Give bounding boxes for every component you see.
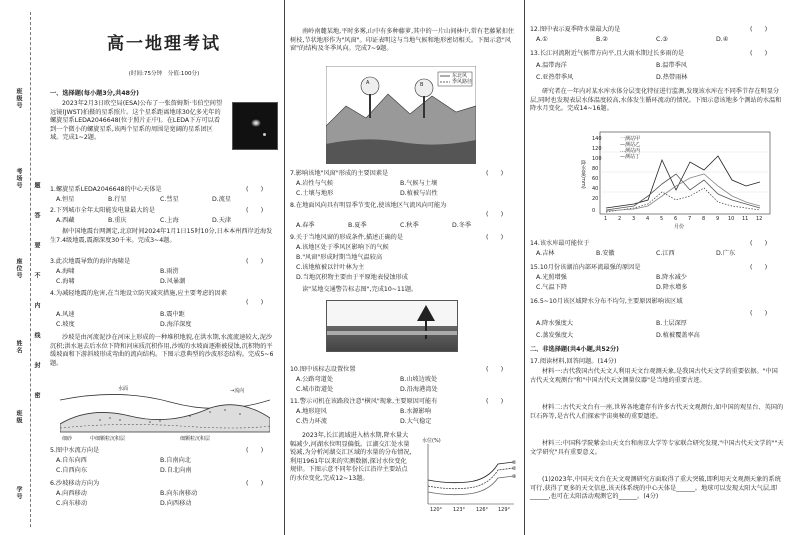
intro-paragraph: 2023年2月3日欧空局(ESA)公布了一张詹姆斯·韦伯空间望远镜(JWST)拍摄的星系照片。这个星系距离地球30亿多光年的螺旋星系LEDA2046648(位于照片正中)。在LEDA下方可以看到一个微小的螺旋星系,该两个星系的周围是宽阔的星系团区域。完成1~2题。 xyxy=(50,100,223,142)
option: A.① xyxy=(536,36,548,43)
exam-subtitle: (时间:75分钟 分值:100分) xyxy=(128,71,200,77)
material-1: 材料一:古代我国古代天文人利用天文台观测天象,是我国古代天文学的重要依据。"中国古代天文观测台"和"中国古代天文测量仪器"是当地的重要古迹。 xyxy=(530,368,778,384)
sidebar-label-room-no: 考场号 xyxy=(15,168,22,189)
question-10: 10.图中该标志设置位置 xyxy=(290,366,356,373)
fig3-xtick: 126° xyxy=(476,507,489,513)
fig4-ytick: 60 xyxy=(592,176,599,182)
series-line-2 xyxy=(428,466,517,489)
question-17: 17.阅读材料,回答问题。(14分) xyxy=(530,358,617,365)
answer-bracket: ( ) xyxy=(486,170,504,177)
warning-sign-triangle xyxy=(417,305,435,321)
fig4-xtick: 11 xyxy=(742,216,749,222)
option: C.秋季 xyxy=(400,222,419,229)
seal-char: 内 xyxy=(33,302,40,308)
question-17-1: (1)2023年,中国天文台在天文观测研究方面取得了重大突破,即利用天文观测天象的系统可行,获得了更多的天文信息,该天体系统的中心天体是______。地球可以发现太阳大气层,即______,也可在太阳活动观测它的______。(4分) xyxy=(530,476,781,501)
fig4-legend: …测站丙 xyxy=(620,148,641,154)
sign-pole xyxy=(425,321,427,339)
option: A.向西移动 xyxy=(56,490,87,497)
tree-trunk-b xyxy=(423,96,425,118)
intro-paragraph: 读"某地交通警告标志图",完成10~11题。 xyxy=(302,286,418,293)
column-divider xyxy=(284,0,285,535)
question-12: 12.图中表示夏季降水量最大的是 xyxy=(530,26,621,33)
question-13: 13.长江河流附近气候带方向平,且大雨水期过长多雨的是 xyxy=(530,50,685,57)
question-7: 7.影响该地"风窗"形成的主要因素是 xyxy=(290,170,389,177)
option: D.④ xyxy=(716,36,729,43)
fig4-xtick: 6 xyxy=(674,216,678,222)
answer-bracket: ( ) xyxy=(486,366,504,373)
answer-bracket: ( ) xyxy=(486,398,504,405)
option: C.坡度 xyxy=(56,321,75,328)
option: A.西藏 xyxy=(56,217,75,224)
option: C.自西向东 xyxy=(56,467,88,474)
question-9: 9.关于当地风窗的形成条件,描述正确的是 xyxy=(290,234,404,241)
option: D.海洋深度 xyxy=(160,321,192,328)
fig4-xtick: 12 xyxy=(756,216,763,222)
option: A.恒星 xyxy=(56,196,75,203)
option: A.春季 xyxy=(296,222,315,229)
seal-char: 线 xyxy=(33,332,40,338)
option: C.气温下降 xyxy=(536,284,568,291)
option: C.向东移动 xyxy=(56,500,88,507)
option: D.沿海港湾处 xyxy=(400,386,438,393)
option: C.上海 xyxy=(160,217,179,224)
question-16: 16.5~10月该区域降水分布不均匀,主要原因影响该区域 xyxy=(530,298,683,305)
option: B.夏季 xyxy=(348,222,367,229)
option: B.② xyxy=(596,36,608,43)
option: A.吉林 xyxy=(536,250,555,257)
galaxy-photo xyxy=(232,102,278,150)
fig3-xtick: 120° xyxy=(430,507,443,513)
intro-paragraph: 2023年,长江流域进入枯水期,降水量大幅减少,河湖水位明显偏低。江湖交汇处水量锐减,为分析河湖交汇区域的水量的分布情况,利用1961年以来的实测数据,探讨水位变化规律。下图示意不同年份长江沿岸主要站点的水位变化,完成12~13题。 xyxy=(290,432,412,482)
option: C.③ xyxy=(656,36,668,43)
fig4-ylabel: 降水量(mm) xyxy=(580,160,586,189)
option: B.温带季风 xyxy=(656,62,687,69)
sidebar-label-name: 姓名 xyxy=(15,340,22,354)
water-level-chart xyxy=(418,440,518,516)
fig3-series-label: ① xyxy=(512,460,517,466)
series-station-d xyxy=(606,174,760,211)
seal-char: 封 xyxy=(33,362,40,368)
option: A.海啸 xyxy=(56,268,75,275)
galaxy-core xyxy=(251,119,261,127)
question-2: 2.下列城市全年太阳能发电量最大的是 xyxy=(50,207,155,214)
option: B.行星 xyxy=(108,196,127,203)
option: D.自北向南 xyxy=(160,467,192,474)
option: D.向西移动 xyxy=(160,500,192,507)
option: B.安徽 xyxy=(596,250,615,257)
column-divider xyxy=(524,0,525,535)
option: C.彗星 xyxy=(160,196,179,203)
fig4-ytick: 120 xyxy=(592,146,602,152)
seal-char: 要 xyxy=(33,242,40,248)
question-3: 3.此次地震导致的海岸海啸是 xyxy=(50,258,131,265)
option: B.自南向北 xyxy=(160,457,191,464)
option: C.土壤与地形 xyxy=(296,190,334,197)
answer-bracket: ( ) xyxy=(246,447,264,454)
fig4-ytick: 80 xyxy=(592,166,599,172)
option: A.温带海洋 xyxy=(536,62,567,69)
rainfall-chart xyxy=(586,130,776,230)
option: A.光照增强 xyxy=(536,274,567,281)
sand-wave-body xyxy=(60,405,270,432)
option: B.重庆 xyxy=(108,217,127,224)
option: A.降水强度大 xyxy=(536,320,574,327)
question-1: 1.螺旋星系LEDA2046648的中心天体是 xyxy=(50,186,162,193)
column-3 xyxy=(530,0,786,535)
option: A.自东向西 xyxy=(56,457,87,464)
question-4: 4.为减轻地震的危害,在当地设立防灾减灾措施,应主要考虑的因素 xyxy=(50,290,227,297)
option: C.城市街道处 xyxy=(296,386,334,393)
option: D.流星 xyxy=(212,196,232,203)
fig4-ytick: 20 xyxy=(592,196,599,202)
question-11: 11.警示司机在该路段注意"横风"现象,主要原因可能有 xyxy=(290,398,438,405)
fig4-ytick: 140 xyxy=(592,136,602,142)
option: D.冬季 xyxy=(452,222,472,229)
fig4-legend: —测站乙 xyxy=(620,142,641,148)
column-2 xyxy=(290,0,518,535)
answer-bracket: ( ) xyxy=(750,26,768,33)
answer-bracket: ( ) xyxy=(246,299,264,306)
option: D.降水增多 xyxy=(656,284,688,291)
material-3: 材料三:中国科学院紫金山天文台和南京大学等专家联合研究发现,"中国古代天文学的""天文学研究"具有重要意义。 xyxy=(530,440,784,456)
fig2-legend-wind: 东北风 xyxy=(452,73,468,79)
option: D.植被与岩性 xyxy=(400,190,438,197)
fig4-ytick: 40 xyxy=(592,186,599,192)
option: D.植被覆盖率高 xyxy=(656,332,700,339)
road-surface xyxy=(327,331,457,335)
column-1 xyxy=(50,0,278,535)
fig1-label-water: 水面 xyxy=(118,386,129,392)
tree-trunk-a xyxy=(369,94,371,118)
fig3-xtick: 129° xyxy=(498,507,511,513)
fig1-label-layer1: 中细颗粒沉积层 xyxy=(90,436,126,442)
seal-char: 题 xyxy=(33,182,40,188)
option: C.蒸发强度大 xyxy=(536,332,574,339)
fig4-legend: —测站丁 xyxy=(620,154,641,160)
fig3-xtick: 123° xyxy=(453,507,466,513)
option: D.广东 xyxy=(716,250,736,257)
answer-bracket: ( ) xyxy=(750,50,768,57)
answer-bracket: ( ) xyxy=(750,240,768,247)
fig3-series-label: ② xyxy=(512,466,517,472)
option: A.该地区处于季风区影响下的气候 xyxy=(296,244,389,251)
material-2: 材料二:古代天文台有一座,世界各地遗存有许多古代天文观测台,如中国的观星台、英国的巨石阵等,是古代人们探索宇宙奥秘的重要遗迹。 xyxy=(530,404,784,420)
option: A.岩性与气候 xyxy=(296,180,334,187)
option: C.江西 xyxy=(656,250,675,257)
intro-paragraph: 研究者在一年内对某水库水体分层变化特征进行监测,发现该水库在不同季节存在明显分层,同时也发现表层水体温度较高,水体发生循环流动的情况。下图示意该地多个测站的水温和降水月变化。完成14~16题。 xyxy=(530,88,782,113)
sidebar-label-class: 班级 xyxy=(15,410,22,424)
seal-char: 密 xyxy=(33,392,40,398)
fig4-xtick: 3 xyxy=(632,216,636,222)
sidebar-label-seat-no: 座位号 xyxy=(15,258,22,279)
fig4-xtick: 8 xyxy=(702,216,706,222)
answer-bracket: ( ) xyxy=(246,207,264,214)
fig4-xlabel: 月份 xyxy=(674,224,685,230)
question-5: 5.图中水流方向是 xyxy=(50,447,100,454)
option: A.公路弯道处 xyxy=(296,376,334,383)
option: C.亚热带季风 xyxy=(536,74,574,81)
option: B.水源影响 xyxy=(400,408,431,415)
tree-crown-a xyxy=(361,77,379,95)
intro-paragraph: 南岭南麓某地,平时多雾,山中有多种藤萝,其中的一片山间林中,常有老藤紧扣住树枝,节状地形作为"风窗"。印证表明这与当地气候和地形密切相关。下图示意"风窗"的结构及冬季风向。完成7~9题。 xyxy=(290,28,515,53)
fig3-ylabel: 水位(%) xyxy=(422,438,441,444)
option: B.向东南移动 xyxy=(160,490,198,497)
option: B.土层深厚 xyxy=(656,320,687,327)
question-15: 15.10月份该湖泊内部环流最强的原因是 xyxy=(530,264,641,271)
series-line-1 xyxy=(428,460,517,483)
option: B.降水减少 xyxy=(656,274,687,281)
binding-sidebar xyxy=(0,0,44,535)
option: B.气候与土壤 xyxy=(400,180,438,187)
traffic-sign-photo xyxy=(326,300,458,352)
option: C.该地植被以针叶林为主 xyxy=(296,264,365,271)
fig3-series-label: ③ xyxy=(512,474,517,480)
option: A.地形迎风 xyxy=(296,408,327,415)
sand-wave-figure xyxy=(60,388,270,438)
seal-line xyxy=(30,12,31,527)
intro-paragraph: 沙坡是由河流泥沙在河床上形成的一种堆积地貌,在洪水期,水流流速较大,泥沙沉积;洪水退去后水位下降和河床质沉积作用,沙坡的水坡面逐渐被侵蚀,沉积物的平缓坡面和下游斜坡形成弯曲的流向结构。下图示意典型的沙波形态结构。完成5~6题。 xyxy=(50,334,274,367)
small-galaxy xyxy=(263,133,266,136)
option: D.天津 xyxy=(212,217,232,224)
fig4-legend: 一测站甲 xyxy=(620,136,641,142)
seal-char: 不 xyxy=(33,272,40,278)
option: B.雨涝 xyxy=(160,268,179,275)
fig4-xtick: 9 xyxy=(716,216,720,222)
question-8: 8.在地面风向具有明显季节变化,使该地区气流风向可能为 xyxy=(290,202,447,209)
fig4-ytick: 0 xyxy=(592,208,596,214)
fig4-ytick: 100 xyxy=(592,156,602,162)
fig4-xtick: 7 xyxy=(688,216,692,222)
option: C.海啸 xyxy=(56,278,75,285)
section-2-heading: 二、非选择题(共4小题,共52分) xyxy=(530,346,619,353)
fig4-xtick: 4 xyxy=(646,216,650,222)
fig4-xtick: 5 xyxy=(660,216,664,222)
answer-bracket: ( ) xyxy=(750,264,768,271)
series-station-c xyxy=(606,188,760,212)
answer-bracket: ( ) xyxy=(486,211,504,218)
tree-crown-b xyxy=(415,79,433,97)
option: A.风速 xyxy=(56,311,75,318)
fig1-label-sand: 细砂 xyxy=(62,436,73,442)
fig4-xtick: 10 xyxy=(728,216,735,222)
fig2-label-b: B xyxy=(420,82,424,88)
section-1-heading: 一、选择题(每小题3分,共48分) xyxy=(50,90,139,97)
fig4-xtick: 2 xyxy=(618,216,622,222)
series-line-3 xyxy=(428,474,517,495)
sidebar-label-student-id: 学号 xyxy=(15,486,22,500)
fig1-label-layer2: 细颗粒沉积层 xyxy=(180,436,211,442)
option: D.大气稳定 xyxy=(400,418,432,425)
answer-bracket: ( ) xyxy=(246,258,264,265)
sidebar-label-class-no: 班级号 xyxy=(15,88,22,109)
option: D.热带雨林 xyxy=(656,74,688,81)
intro-paragraph: 据中国地震台网测定,北京时间2024年1月1日15时10分,日本本州西岸近海发生7.4级地震,震源深度30千米。完成3~4题。 xyxy=(50,228,273,244)
option: C.热力环流 xyxy=(296,418,328,425)
option: D.当地沉积物主要由于平原地表侵蚀形成 xyxy=(296,274,408,281)
question-14: 14.该水库最可能位于 xyxy=(530,240,590,247)
option: B."风窗"形成时期当地气温较高 xyxy=(296,254,383,261)
fig4-xtick: 1 xyxy=(604,216,608,222)
answer-bracket: ( ) xyxy=(246,480,264,487)
fig1-label-flow: →流向 xyxy=(230,388,245,394)
answer-bracket: ( ) xyxy=(246,186,264,193)
fig2-legend-path: 季风路径 xyxy=(452,79,473,85)
seal-char: 答 xyxy=(33,212,40,218)
question-6: 6.沙坡移动方向为 xyxy=(50,480,100,487)
exam-title: 高一地理考试 xyxy=(107,34,221,54)
option: D.风暴潮 xyxy=(160,278,186,285)
answer-bracket: ( ) xyxy=(486,234,504,241)
option: B.震中距 xyxy=(160,311,185,318)
fig2-label-a: A xyxy=(366,80,370,86)
answer-bracket: ( ) xyxy=(750,310,768,317)
option: B.山坡边坡处 xyxy=(400,376,438,383)
